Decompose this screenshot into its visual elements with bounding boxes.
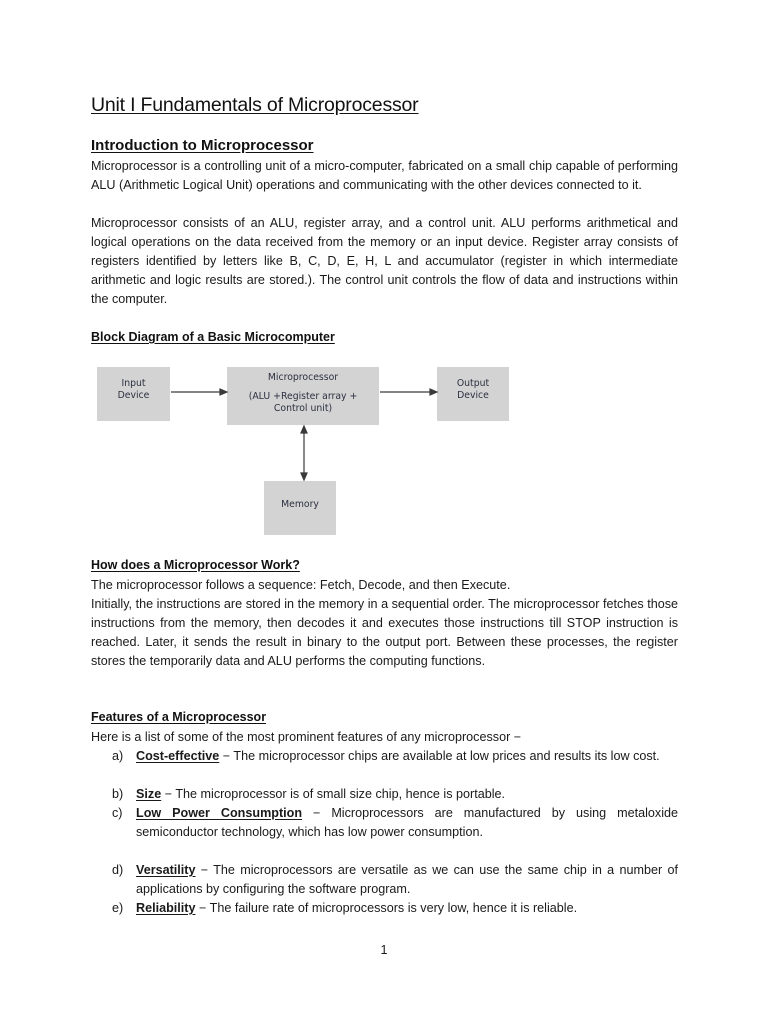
feature-description: − The microprocessor chips are available at low prices and results its low cost. xyxy=(219,749,660,763)
input-device-box xyxy=(97,367,170,421)
introduction-heading: Introduction to Microprocessor xyxy=(91,137,314,154)
microprocessor-box-title: Microprocessor xyxy=(267,372,339,383)
how-it-works-paragraph-1: The microprocessor follows a sequence: Fetch, Decode, and then Execute. xyxy=(91,578,511,592)
feature-item-low-power-consumption xyxy=(112,804,678,842)
microprocessor-box xyxy=(227,367,379,425)
document-title: Unit I Fundamentals of Microprocessor xyxy=(91,94,419,116)
features-intro: Here is a list of some of the most prominent features of any microprocessor − xyxy=(91,730,522,744)
page-number: 1 xyxy=(380,943,388,957)
output-box-line-2: Device xyxy=(457,390,489,401)
feature-item-cost-effective xyxy=(112,747,678,766)
features-heading: Features of a Microprocessor xyxy=(91,710,267,724)
output-device-box xyxy=(437,367,509,421)
block-diagram-heading: Block Diagram of a Basic Microcomputer xyxy=(91,330,335,344)
feature-term: Versatility xyxy=(136,863,196,877)
feature-term: Reliability xyxy=(136,901,196,915)
feature-term: Size xyxy=(136,787,162,801)
arrow-head-right-icon xyxy=(430,389,437,395)
feature-description: − The failure rate of microprocessors is very low, hence it is reliable. xyxy=(195,901,578,915)
arrow-head-up-icon xyxy=(301,426,307,433)
feature-term: Cost-effective xyxy=(136,749,220,763)
list-marker: a) xyxy=(112,749,124,763)
feature-item-versatility xyxy=(112,861,678,899)
list-marker: e) xyxy=(112,901,124,915)
introduction-paragraph-1: Microprocessor is a controlling unit of a micro-computer, fabricated on a small chip capable of performing ALU (Arithmetic Logical Unit) operations and communicating with the other devices connected to it. xyxy=(91,159,678,192)
feature-item-size xyxy=(112,785,678,804)
introduction-paragraph-2: Microprocessor consists of an ALU, register array, and a control unit. ALU performs arithmetical and logical operations on the data received from the memory or an input device. Register array consists of registers identified by letters like B, C, D, E, H, L and accumulator (register in which intermediate arithmetic and logic results are stored.). The control unit controls the flow of data and instructions within the computer. xyxy=(91,216,678,306)
input-box-line-1: Input xyxy=(121,378,146,389)
how-it-works-paragraph-2: Initially, the instructions are stored in the memory in a sequential order. The microprocessor fetches those instructions from the memory, then decodes it and executes those instructions till STOP instruction is reached. Later, it sends the result in binary to the output port. Between these processes, the register stores the temporarily data and ALU performs the computing functions. xyxy=(91,597,678,668)
feature-item-reliability xyxy=(112,899,678,918)
list-marker: c) xyxy=(112,806,123,820)
memory-box-label: Memory xyxy=(281,499,319,510)
feature-description: − The microprocessors are versatile as we can use the same chip in a number of applications by configuring the software program. xyxy=(136,863,678,896)
list-marker: b) xyxy=(112,787,124,801)
microprocessor-box-line-1: (ALU +Register array + xyxy=(248,391,358,402)
list-marker: d) xyxy=(112,863,124,877)
feature-description: − Microprocessors are manufactured by using metaloxide semiconductor technology, which has low power consumption. xyxy=(136,806,678,839)
memory-box xyxy=(264,481,336,535)
arrow-head-right-icon xyxy=(220,389,227,395)
input-box-line-2: Device xyxy=(117,390,150,401)
how-it-works-heading: How does a Microprocessor Work? xyxy=(91,558,300,572)
feature-term: Low Power Consumption xyxy=(136,806,303,820)
output-box-line-1: Output xyxy=(456,378,490,389)
microprocessor-box-line-2: Control unit) xyxy=(273,403,333,414)
feature-description: − The microprocessor is of small size chip, hence is portable. xyxy=(161,787,505,801)
arrow-head-down-icon xyxy=(301,473,307,480)
